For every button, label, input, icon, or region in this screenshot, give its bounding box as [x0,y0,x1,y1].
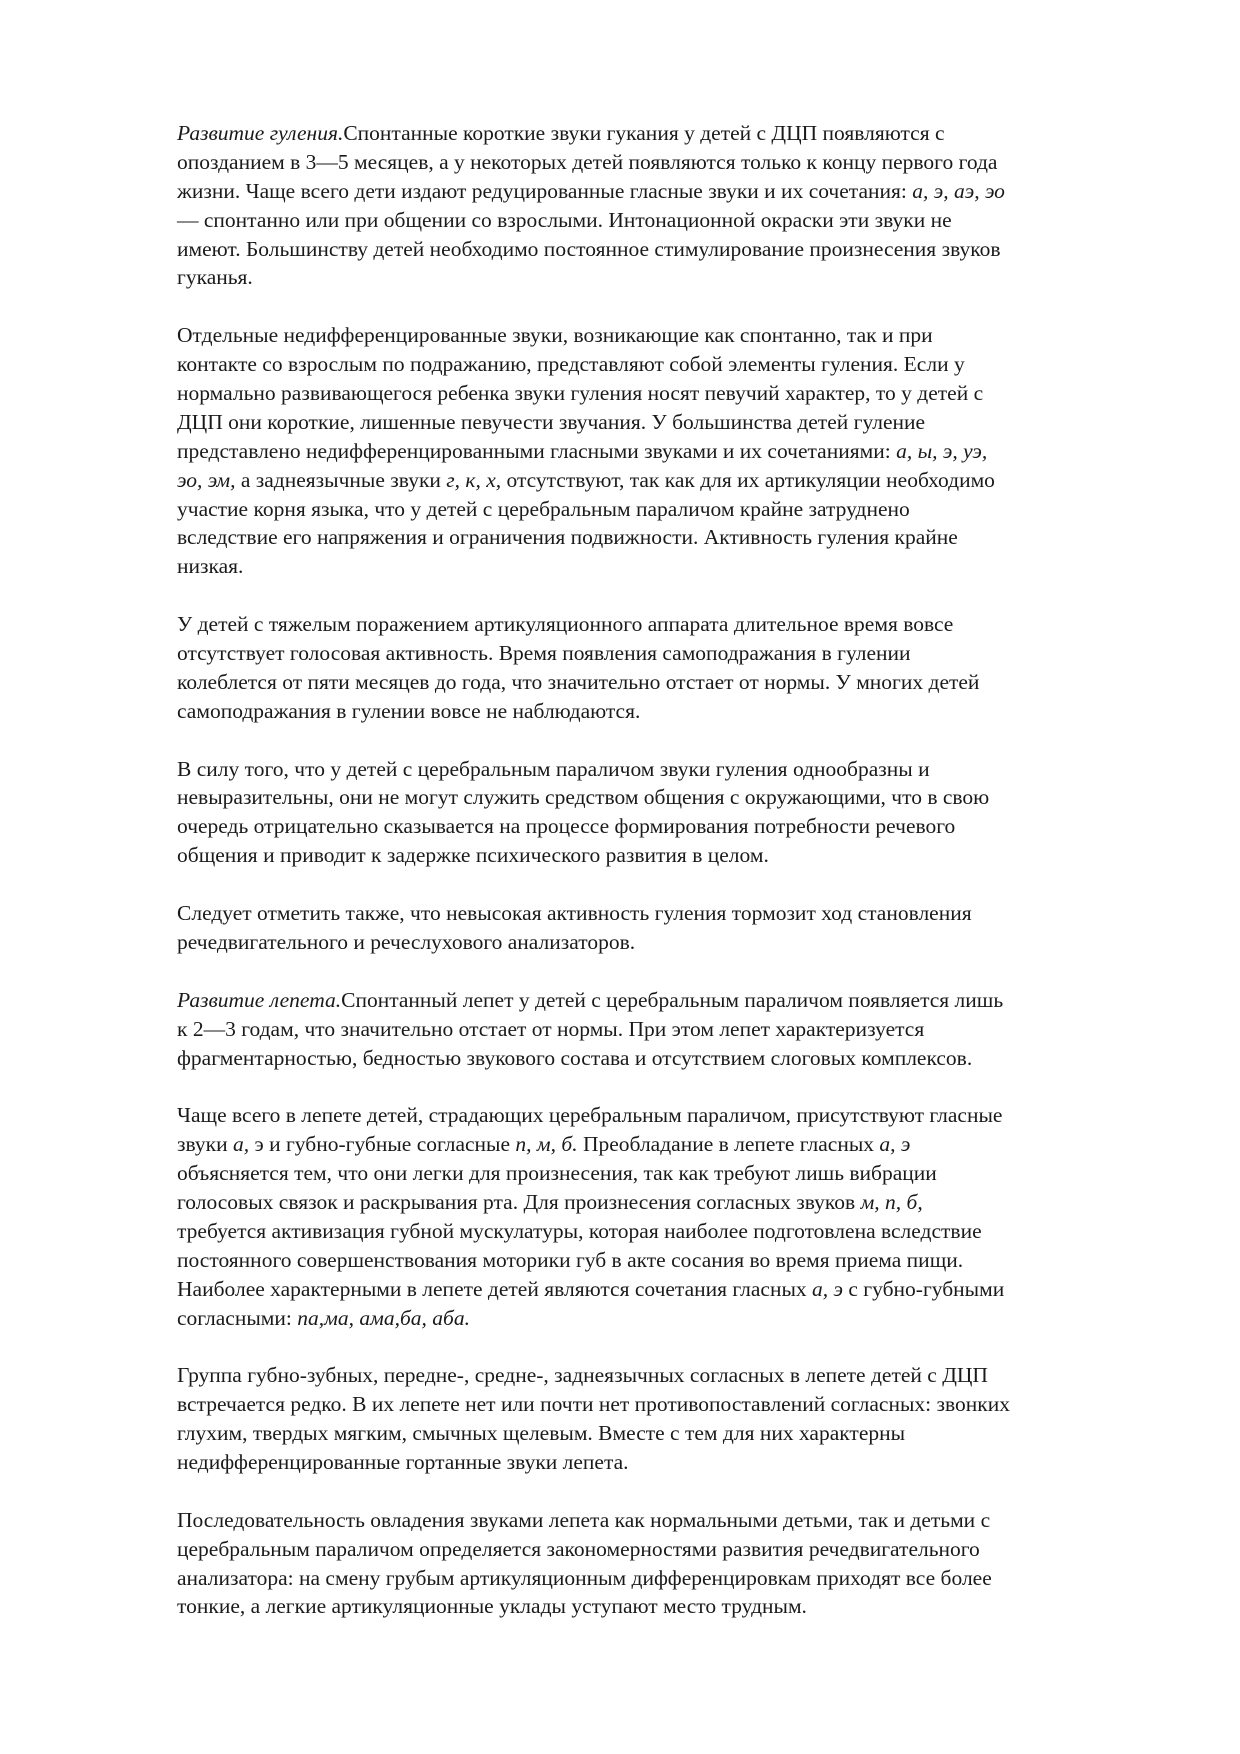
text: с губно-губными [843,1276,1005,1301]
paragraph [177,1101,1010,1332]
text-line [177,206,1010,235]
text: Наиболее характерными в лепете детей являются сочетания гласных [177,1276,813,1301]
text-line [177,1015,1010,1044]
italic-text: м, п, б, [860,1189,923,1214]
text-line [177,466,1010,495]
text-line [177,263,1010,292]
text-line [177,350,1010,379]
text-line [177,1535,1010,1564]
text: отсутствует голосовая активность. Время появления самоподражания в гулении [177,641,911,666]
text: к 2—3 годам, что значительно отстает от нормы. При этом лепет характеризуется [177,1016,925,1041]
text: — спонтанно или при общении со взрослыми. Интонационной окраски эти звуки не [177,207,952,232]
text-line [177,986,1010,1015]
text: У детей с тяжелым поражением артикуляционного аппарата длительное время вовсе [177,612,954,637]
italic-text: а, э, аэ, эо [912,178,1005,203]
document-page [177,119,1010,1650]
text-line [177,1592,1010,1621]
italic-text: а, ы, э, уэ, [896,438,988,463]
text: речедвигательного и речеслухового анализаторов. [177,929,636,954]
italic-text: а, э [812,1276,844,1301]
text: опозданием в 3—5 месяцев, а у некоторых детей появляются только к концу первого года [177,149,998,174]
text: церебральным параличом определяется закономерностями развития речедвигательного [177,1536,980,1561]
text-line [177,1564,1010,1593]
text-line [177,928,1010,957]
text: отсутствуют, так как для их артикуляции необходимо [501,467,995,492]
text: э и губно-губные согласные [249,1132,516,1157]
italic-text: Развитие лепета. [177,987,342,1012]
text: контакте со взрослым по подражанию, представляют собой элементы гуления. Если у [177,352,965,377]
italic-text: эо, эм, [177,467,236,492]
text: Спонтанный лепет у детей с церебральным параличом появляется лишь [341,987,1004,1012]
text-line [177,1304,1010,1333]
text-line [177,552,1010,581]
text-line [177,148,1010,177]
text: фрагментарностью, бедностью звукового состава и отсутствием слоговых комплексов. [177,1045,973,1070]
text-line [177,755,1010,784]
text: Отдельные недифференцированные звуки, возникающие как спонтанно, так и при [177,323,933,348]
text: тонкие, а легкие артикуляционные уклады уступают место трудным. [177,1594,807,1619]
text-line [177,668,1010,697]
text: требуется активизация губной мускулатуры, которая наиболее подготовлена вследствие [177,1218,982,1243]
text: ДЦП они короткие, лишенные певучести звучания. У большинства детей гуление [177,409,926,434]
text: Группа губно-зубных, передне-, средне-, заднеязычных согласных в лепете детей с ДЦП [177,1363,988,1388]
paragraph [177,755,1010,871]
text: гуканья. [177,265,253,290]
paragraph [177,610,1010,726]
text: объясняется тем, что они легки для произнесения, так как требуют лишь вибрации [177,1161,937,1186]
text: В силу того, что у детей с церебральным параличом звуки гуления однообразны и [177,756,930,781]
text-line [177,495,1010,524]
text-line [177,1275,1010,1304]
text: Последовательность овладения звуками лепета как нормальными детьми, так и детьми с [177,1507,991,1532]
text-line [177,1506,1010,1535]
text: представлено недифференцированными гласными звуками и их сочетаниями: [177,438,897,463]
text: постоянного совершенствования моторики губ в акте сосания во время приема пищи. [177,1247,964,1272]
text-line [177,1246,1010,1275]
text: невыразительны, они не могут служить средством общения с окружающими, что в свою [177,785,990,810]
text: вследствие его напряжения и ограничения подвижности. Активность гуления крайне [177,525,958,550]
text: Следует отметить также, что невысокая активность гуления тормозит ход становления [177,901,972,926]
text: встречается редко. В их лепете нет или почти нет противопоставлений согласных: звонких [177,1392,1010,1417]
text-line [177,783,1010,812]
text: имеют. Большинству детей необходимо постоянное стимулирование произнесения звуков [177,236,1001,261]
text: анализатора: на смену грубым артикуляционным дифференцировкам приходят все более [177,1565,992,1590]
text: колеблется от пяти месяцев до года, что значительно отстает от нормы. У многих детей [177,669,980,694]
text: общения и приводит к задержке психического развития в целом. [177,843,769,868]
text: низкая. [177,554,244,579]
text: Спонтанные короткие звуки гукания у детей с ДЦП появляются с [343,121,945,145]
text-line [177,177,1010,206]
text-line [177,639,1010,668]
text: а заднеязычные звуки [235,467,447,492]
text: согласными: [177,1305,298,1330]
text-line [177,1390,1010,1419]
text-line [177,1419,1010,1448]
text-line [177,1448,1010,1477]
paragraph [177,986,1010,1073]
text-line [177,1159,1010,1188]
text-line [177,1217,1010,1246]
text-line [177,523,1010,552]
italic-text: п, м, б. [515,1132,578,1157]
text-line [177,1044,1010,1073]
text-line [177,437,1010,466]
italic-text: а, э [879,1132,911,1157]
italic-text: г, к, х, [446,467,502,492]
italic-text: а, [233,1132,250,1157]
text-line [177,1188,1010,1217]
text-line [177,1130,1010,1159]
text: звуки [177,1132,233,1157]
text: самоподражания в гулении вовсе не наблюдаются. [177,698,641,723]
paragraph [177,899,1010,957]
text-line [177,321,1010,350]
text: нормально развивающегося ребенка звуки гуления носят певучий характер, то у детей с [177,381,984,406]
italic-text: па,ма, ама,ба, аба. [297,1305,470,1330]
text-line [177,379,1010,408]
text-line [177,1101,1010,1130]
paragraph [177,1506,1010,1622]
text: участие корня языка, что у детей с церебральным параличом крайне затруднено [177,496,910,521]
text-line [177,899,1010,928]
text: Преобладание в лепете гласных [577,1132,880,1157]
text: глухим, твердых мягким, смычных щелевым. Вместе с тем для них характерны [177,1421,906,1446]
text-line [177,1361,1010,1390]
text-line [177,119,1010,148]
paragraph [177,119,1010,292]
text: голосовых связок и раскрывания рта. Для произнесения согласных звуков [177,1189,861,1214]
italic-text: Развитие гуления. [177,121,344,145]
text-line [177,812,1010,841]
text-line [177,841,1010,870]
text-line [177,235,1010,264]
text: недифференцированные гортанные звуки лепета. [177,1449,629,1474]
paragraph [177,1361,1010,1477]
text-line [177,610,1010,639]
text: жизни. Чаще всего дети издают редуцированные гласные звуки и их сочетания: [177,178,913,203]
paragraph [177,321,1010,581]
text: очередь отрицательно сказывается на процессе формирования потребности речевого [177,814,956,839]
text: Чаще всего в лепете детей, страдающих церебральным параличом, присутствуют гласные [177,1103,1003,1128]
text-line [177,697,1010,726]
text-line [177,408,1010,437]
